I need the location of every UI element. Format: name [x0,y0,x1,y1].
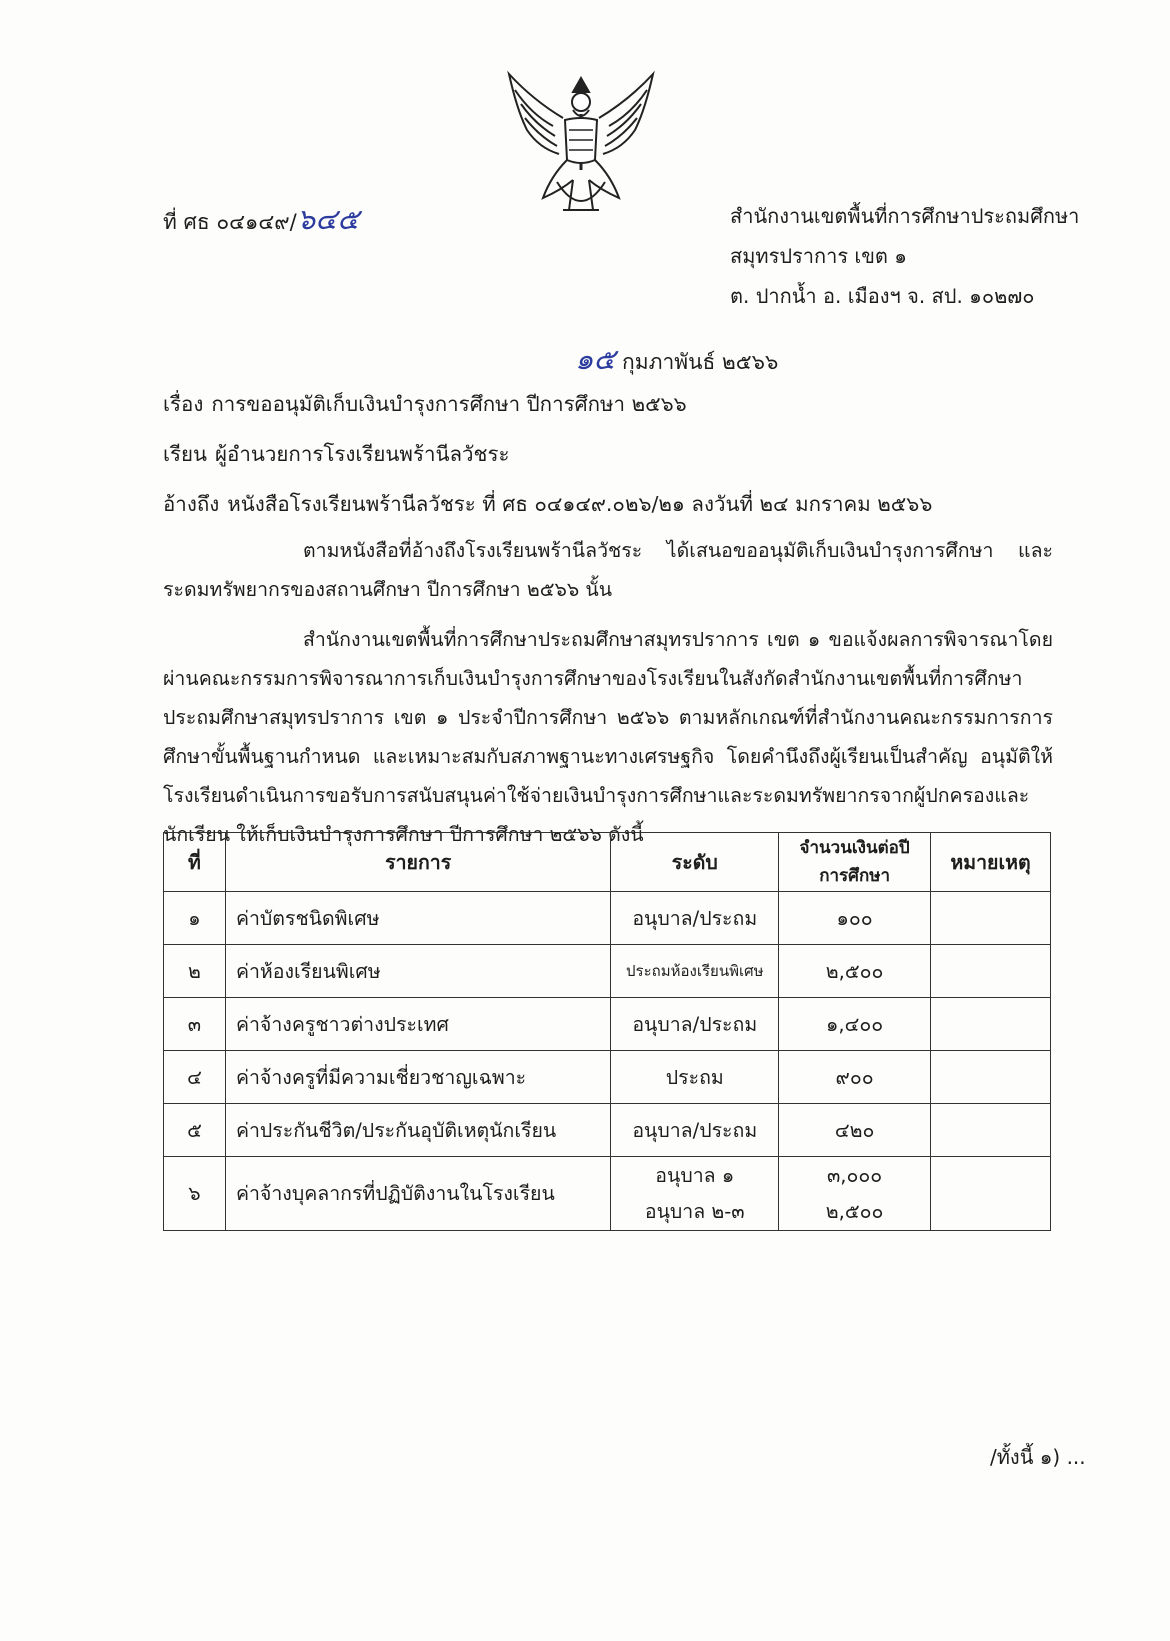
row-amount: ๑๐๐ [779,892,931,945]
recipient-text: ผู้อำนวยการโรงเรียนพร้านีลวัชระ [215,442,510,466]
date-month-year: กุมภาพันธ์ ๒๕๖๖ [622,350,779,374]
document-number-prefix: ที่ ศธ ๐๔๑๔๙/ [163,210,297,234]
row-amount: ๙๐๐ [779,1051,931,1104]
row-no: ๖ [164,1157,226,1231]
office-address [730,196,1079,316]
document-number-handwritten: ๖๔๕ [296,202,360,236]
row-level: อนุบาล/ประถม [611,998,779,1051]
header-amount: จำนวนเงินต่อปีการศึกษา [779,833,931,892]
row-item: ค่าจ้างบุคลากรที่ปฏิบัติงานในโรงเรียน [225,1157,610,1231]
row-note [931,1051,1051,1104]
row-amount-line1: ๓,๐๐๐ [826,1163,883,1187]
row-note [931,1157,1051,1231]
table-row [164,892,1051,945]
garuda-emblem-icon [503,70,659,220]
document-number [163,196,359,242]
row-no: ๒ [164,945,226,998]
header-note: หมายเหตุ [931,833,1051,892]
paragraph-2-text: สำนักงานเขตพื้นที่การศึกษาประถมศึกษาสมุทรปราการ เขต ๑ ขอแจ้งผลการพิจารณาโดยผ่านคณะกรรมการพิจารณาการเก็บเงินบำรุงการศึกษาของโรงเรียนในสังกัดสำนักงานเขตพื้นที่การศึกษาประถมศึกษาสมุทรปราการ เขต ๑ ประจำปีการศึกษา ๒๕๖๖ ตามหลักเกณฑ์ที่สำนักงานคณะกรรมการการศึกษาขั้นพื้นฐานกำหนด และเหมาะสมกับสภาพฐานะทางเศรษฐกิจ โดยคำนึงถึงผู้เรียนเป็นสำคัญ อนุมัติให้โรงเรียนดำเนินการขอรับการสนับสนุนค่าใช้จ่ายเงินบำรุงการศึกษาและระดมทรัพยากรจากผู้ปกครองและนักเรียน ให้เก็บเงินบำรุงการศึกษา ปีการศึกษา ๒๕๖๖ ดังนี้ [163,628,1053,846]
row-item: ค่าประกันชีวิต/ประกันอุบัติเหตุนักเรียน [225,1104,610,1157]
row-item: ค่าจ้างครูชาวต่างประเทศ [225,998,610,1051]
table-row [164,1157,1051,1231]
date-day-handwritten: ๑๕ [575,342,616,376]
subject-label: เรื่อง [163,392,204,416]
subject-line [163,388,687,421]
row-level: อนุบาล/ประถม [611,1104,779,1157]
paragraph-1-text: ตามหนังสือที่อ้างถึงโรงเรียนพร้านีลวัชระ ได้เสนอขออนุมัติเก็บเงินบำรุงการศึกษา และระดมทรัพยากรของสถานศึกษา ปีการศึกษา ๒๕๖๖ นั้น [163,539,1053,601]
reference-line [163,488,932,521]
row-level: อนุบาล/ประถม [611,892,779,945]
reference-text: หนังสือโรงเรียนพร้านีลวัชระ ที่ ศธ ๐๔๑๔๙.๐๒๖/๒๑ ลงวันที่ ๒๔ มกราคม ๒๕๖๖ [227,492,933,516]
row-level-line2: อนุบาล ๒-๓ [644,1199,745,1223]
office-name-line1: สำนักงานเขตพื้นที่การศึกษาประถมศึกษา [730,204,1080,228]
fee-table [163,832,1051,1231]
document-date [575,336,778,382]
row-amount: ๔๒๐ [779,1104,931,1157]
row-no: ๑ [164,892,226,945]
row-note [931,1104,1051,1157]
row-level-line1: อนุบาล ๑ [655,1163,735,1187]
table-row [164,945,1051,998]
row-no: ๓ [164,998,226,1051]
page-continuation: /ทั้งนี้ ๑) ... [990,1445,1086,1469]
row-note [931,892,1051,945]
row-no: ๔ [164,1051,226,1104]
row-level: ประถม [611,1051,779,1104]
recipient-label: เรียน [163,442,208,466]
row-amount: ๒,๕๐๐ [779,945,931,998]
row-level: ประถมห้องเรียนพิเศษ [611,945,779,998]
paragraph-2 [163,620,1053,854]
paragraph-1 [163,531,1053,609]
row-note [931,998,1051,1051]
row-note [931,945,1051,998]
row-no: ๕ [164,1104,226,1157]
row-item: ค่าห้องเรียนพิเศษ [225,945,610,998]
header-level: ระดับ [611,833,779,892]
row-item: ค่าจ้างครูที่มีความเชี่ยวชาญเฉพาะ [225,1051,610,1104]
table-row [164,1051,1051,1104]
row-level [611,1157,779,1231]
row-amount: ๑,๔๐๐ [779,998,931,1051]
table-row [164,998,1051,1051]
recipient-line [163,438,509,471]
table-header-row [164,833,1051,892]
header-item: รายการ [225,833,610,892]
office-address-line: ต. ปากน้ำ อ. เมืองฯ จ. สป. ๑๐๒๗๐ [730,284,1035,308]
subject-text: การขออนุมัติเก็บเงินบำรุงการศึกษา ปีการศึกษา ๒๕๖๖ [211,392,687,416]
office-name-line2: สมุทรปราการ เขต ๑ [730,244,907,268]
table-row [164,1104,1051,1157]
row-amount [779,1157,931,1231]
row-amount-line2: ๒,๕๐๐ [825,1199,884,1223]
row-item: ค่าบัตรชนิดพิเศษ [225,892,610,945]
reference-label: อ้างถึง [163,492,220,516]
header-no: ที่ [164,833,226,892]
